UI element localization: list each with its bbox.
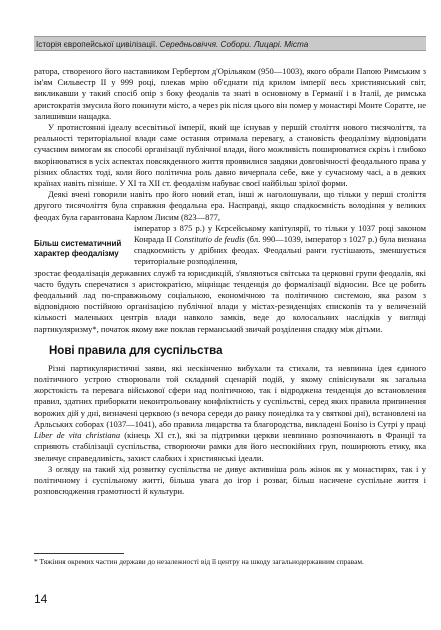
running-header	[34, 36, 426, 51]
liber-title: Liber de vita christiana	[34, 430, 121, 441]
section-paragraph-1-a: Різні партикуляристичні заяви, які нескінченно вибухали та стихали, та невпинна ідея єдиного політичного устрою створювали той складний сценарій подій, у якому співіснували як загальна жорстокість та перевага військової сфери над політичною, так і відроджена тенденція до встановлення правил, здатних приборкати неконтрольовану конфліктність у суспільстві, серед яких правила припинення ворожих дій у дні, визначені церквою (з вечора середи до ранку понеділка та у святкові дні), встановлені на Арльських соборах (1037—1041), або правила лицарства та благородства, викладені Бонізо із Сутрі у праці	[34, 362, 426, 429]
body-text	[34, 66, 426, 497]
constitutio-title: Constitutio de feudis	[174, 234, 245, 245]
paragraph-3-side	[134, 223, 426, 268]
sidebar-row	[34, 223, 426, 268]
paragraph-3-rest: зростає феодалізація державних служб та юрисдикцій, з'являються світська та церковні групи феодалів, які часто будуть сперечатися з аристократією, міцніщає тенденція до формалізації відносин. Все це робить феодальний лад по-справжньому соціальною, економічною та політичною системою, яка разом з відповідною постійною організацією публічної влади у містах-резиденціях єпископів та у величезній кількості маленьких центрів влади навколо замків, веде до колосальних наслідків у вигляді партикуляризму*, початок якому вже поклав германський звичай розділення спадку між дітьми.	[34, 267, 426, 334]
paragraph-3-side-text-b: (бл. 990—1039, імператор з 1027 р.) була визнана спадкоємність у дрібних феодах. Феодальні ранги густішають, зменшується територіальне розподілення,	[134, 234, 427, 267]
footnote-divider	[34, 553, 124, 554]
section-paragraph-2: З огляду на такий хід розвитку суспільства не дивує активніша роль жінок як у монастирях, так і у політичному і суспільному житті, більша увага до ігор і розваг, більш насичене суспільне життя і розповсюдження грамотності й культури.	[34, 463, 426, 497]
section-paragraph-1-b: (кінець XI ст.), які за підтримки церкви невпинно розпочинають в Франції та сприяють стабілізації суспільства, створюючи рамки для його неспокійних груп, поширюють етику, яка звеличує справедливість, захист слабких і християнські ідеали.	[34, 430, 426, 463]
paragraph-3-lead: Деякі вчені говорили навіть про його новий етап, іншi ж наголошували, що тільки у перші століття другого тисячоліття була справжня феодальна ера. Насправді, якщо спадкоємність володіння у великих феодах була гарантована Карлом Лисим (823—877,	[34, 189, 426, 222]
running-header-italic: Середньовіччя. Собори. Лицарі. Міста	[159, 40, 309, 49]
paragraph-2: У протистоянні ідеалу всесвітньої імперії, який ще існував у першій століття нового тисячоліття, та реальності територіальної влади саме остання отримала перевагу, а становість феодалізму відповідати сучасним вимогам як способі організації публічної влади, його можливість поширюватися скрізь і глибоко вкорінюватися в усіх аспектах повсякденного життя проявилися завдяки довговічності феодального права у різних областях тоді, коли його політична роль давно вичерпала себе, вже у сучасному часі, а в деяких країнах навіть пізніше. У XI та XII ст. феодалізм набуває своєї найбільш зрілої форми.	[34, 122, 426, 189]
footnote: * Тяжіння окремих частин держави до незалежності від її центру на шкоду загальнодержавним справам.	[34, 557, 364, 566]
section-paragraph-1	[34, 363, 426, 464]
paragraph-3-side-text: імператор з 875 р.) у Кєрсейському капітулярії, то тільки у 1037 році законом Конрада II	[134, 222, 426, 245]
page-number: 14	[34, 592, 48, 606]
sidebar-note: Більш систематичний характер феодалізму	[34, 238, 122, 259]
section-heading: Нові правила для суспільства	[49, 344, 223, 357]
paragraph-1: ратора, створеного його наставником Гербертом д'Орільяком (950—1003), якого обрали Папою Римським з ім'ям Сильвестр II у 999 році, плекав мрію об'єднати під крилом імперії весь християнський світ, викликавши у такий спосіб опір з боку феодалів та знаті в основному в Германії і в Італії, де римська аристократія змусила його покинути місто, а через рік після цього він помер у монастирі Монте Соратте, не залишивши нащадка.	[34, 66, 426, 121]
running-header-text: Історія європейської цивілізації.	[36, 40, 160, 49]
